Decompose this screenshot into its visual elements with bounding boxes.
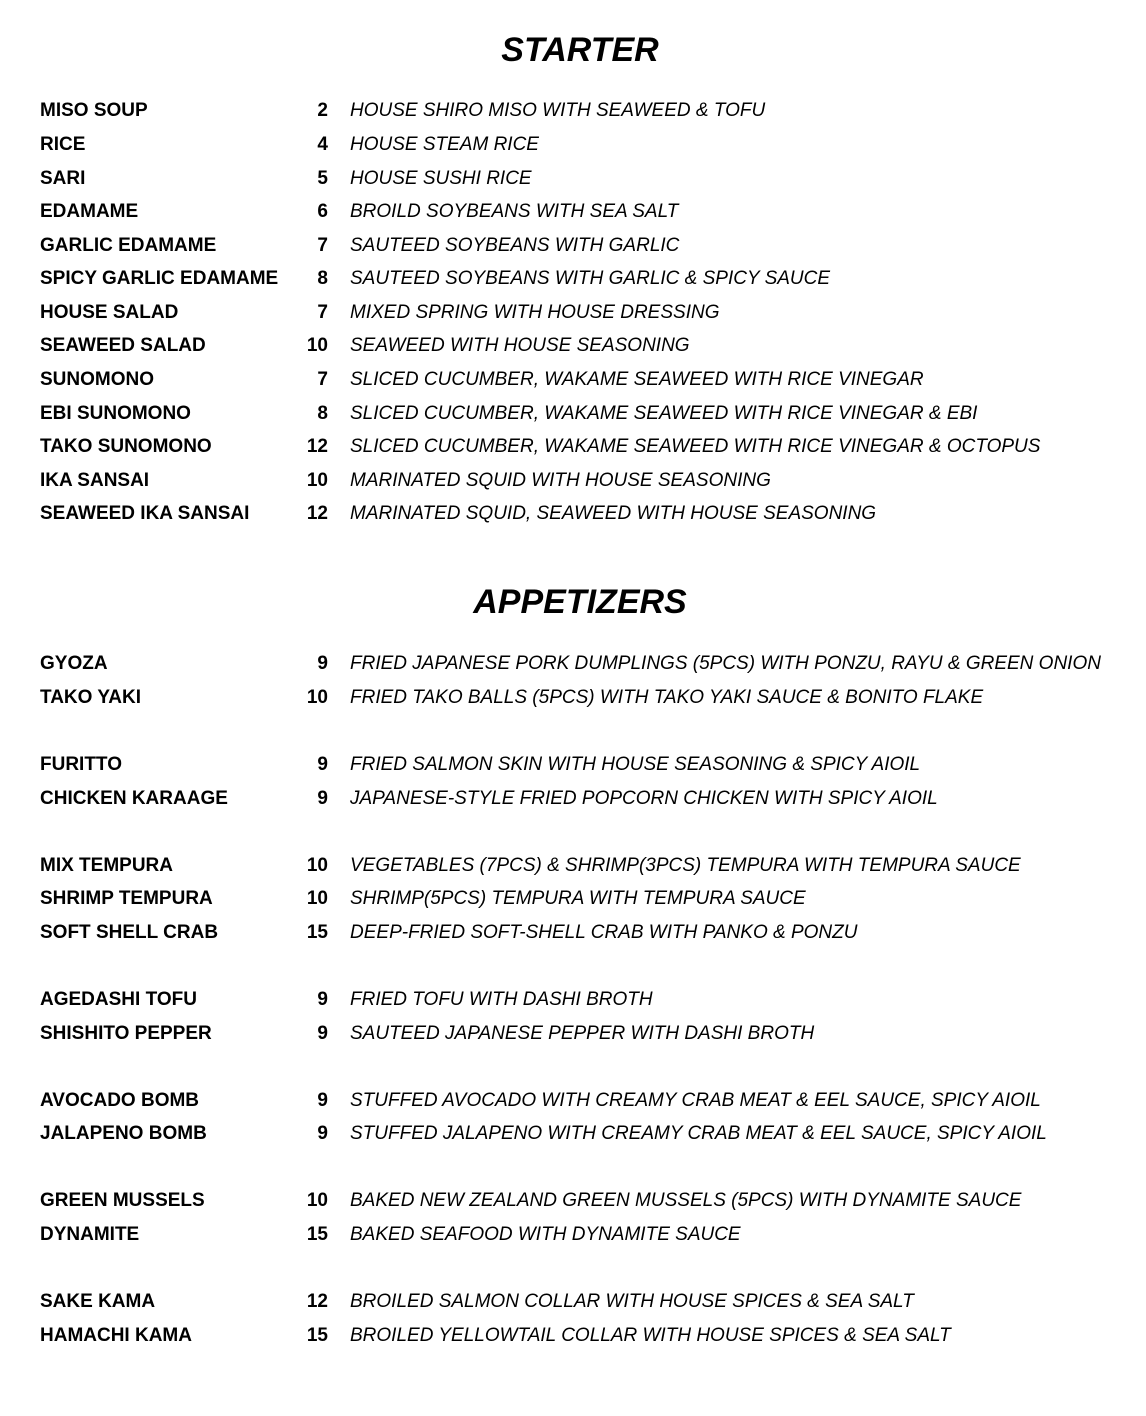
menu-item <box>0 750 1146 780</box>
item-price: 9 <box>317 1123 328 1144</box>
item-name: JALAPENO BOMB <box>40 1123 207 1144</box>
item-price: 7 <box>317 302 328 323</box>
item-name: SPICY GARLIC EDAMAME <box>40 268 279 289</box>
item-price: 15 <box>306 922 328 943</box>
menu-item <box>0 918 1146 948</box>
item-price: 15 <box>306 1224 328 1245</box>
item-price: 9 <box>317 653 328 674</box>
item-price: 10 <box>306 687 328 708</box>
item-description: MARINATED SQUID WITH HOUSE SEASONING <box>350 470 771 491</box>
item-description: STUFFED JALAPENO WITH CREAMY CRAB MEAT & EEL SAUCE, SPICY AIOIL <box>350 1123 1047 1144</box>
item-description: FRIED TOFU WITH DASHI BROTH <box>350 989 653 1010</box>
item-name: HAMACHI KAMA <box>40 1325 192 1346</box>
item-price: 5 <box>317 168 328 189</box>
item-name: HOUSE SALAD <box>40 302 179 323</box>
item-name: SOFT SHELL CRAB <box>40 922 219 943</box>
menu-item <box>0 331 1146 361</box>
menu-item <box>0 649 1146 679</box>
menu-item <box>0 197 1146 227</box>
item-price: 7 <box>317 369 328 390</box>
item-price: 7 <box>317 235 328 256</box>
item-description: BROILED YELLOWTAIL COLLAR WITH HOUSE SPICES & SEA SALT <box>350 1325 951 1346</box>
item-description: FRIED TAKO BALLS (5PCS) WITH TAKO YAKI SAUCE & BONITO FLAKE <box>350 687 984 708</box>
item-name: TAKO YAKI <box>40 687 142 708</box>
menu-item <box>0 130 1146 160</box>
item-price: 9 <box>317 989 328 1010</box>
menu-item <box>0 399 1146 429</box>
item-price: 8 <box>317 268 328 289</box>
item-name: AGEDASHI TOFU <box>40 989 197 1010</box>
item-description: SAUTEED JAPANESE PEPPER WITH DASHI BROTH <box>350 1023 815 1044</box>
item-description: SLICED CUCUMBER, WAKAME SEAWEED WITH RICE VINEGAR & EBI <box>350 403 978 424</box>
item-price: 10 <box>306 888 328 909</box>
item-price: 10 <box>306 855 328 876</box>
menu-item <box>0 1086 1146 1116</box>
menu-item <box>0 1220 1146 1250</box>
item-name: SHISHITO PEPPER <box>40 1023 212 1044</box>
item-description: SAUTEED SOYBEANS WITH GARLIC <box>350 235 680 256</box>
menu-item <box>0 1019 1146 1049</box>
item-price: 12 <box>306 1291 328 1312</box>
item-description: SLICED CUCUMBER, WAKAME SEAWEED WITH RICE VINEGAR & OCTOPUS <box>350 436 1041 457</box>
starter-section-title: STARTER <box>501 31 659 69</box>
menu-item <box>0 683 1146 713</box>
menu-item <box>0 96 1146 126</box>
item-name: SAKE KAMA <box>40 1291 156 1312</box>
menu-item <box>0 1186 1146 1216</box>
item-description: JAPANESE-STYLE FRIED POPCORN CHICKEN WITH SPICY AIOIL <box>350 788 938 809</box>
item-name: GARLIC EDAMAME <box>40 235 217 256</box>
item-price: 10 <box>306 470 328 491</box>
item-name: GYOZA <box>40 653 108 674</box>
item-name: MISO SOUP <box>40 100 148 121</box>
item-name: EBI SUNOMONO <box>40 403 191 424</box>
menu-item <box>0 884 1146 914</box>
item-name: SARI <box>40 168 86 189</box>
item-description: SEAWEED WITH HOUSE SEASONING <box>350 335 690 356</box>
item-description: BAKED NEW ZEALAND GREEN MUSSELS (5PCS) WITH DYNAMITE SAUCE <box>350 1190 1022 1211</box>
item-name: IKA SANSAI <box>40 470 150 491</box>
item-description: DEEP-FRIED SOFT-SHELL CRAB WITH PANKO & PONZU <box>350 922 858 943</box>
item-description: BROILD SOYBEANS WITH SEA SALT <box>350 201 679 222</box>
menu-item <box>0 298 1146 328</box>
item-price: 15 <box>306 1325 328 1346</box>
menu-item <box>0 264 1146 294</box>
item-description: FRIED JAPANESE PORK DUMPLINGS (5PCS) WITH PONZU, RAYU & GREEN ONION <box>350 653 1101 674</box>
item-description: VEGETABLES (7PCS) & SHRIMP(3PCS) TEMPURA WITH TEMPURA SAUCE <box>350 855 1021 876</box>
item-price: 4 <box>317 134 328 155</box>
item-name: TAKO SUNOMONO <box>40 436 212 457</box>
item-name: GREEN MUSSELS <box>40 1190 205 1211</box>
item-price: 12 <box>306 436 328 457</box>
item-description: BROILED SALMON COLLAR WITH HOUSE SPICES & SEA SALT <box>350 1291 914 1312</box>
item-price: 9 <box>317 754 328 775</box>
menu-item <box>0 985 1146 1015</box>
item-name: SEAWEED SALAD <box>40 335 206 356</box>
item-name: CHICKEN KARAAGE <box>40 788 228 809</box>
item-description: HOUSE SHIRO MISO WITH SEAWEED & TOFU <box>350 100 766 121</box>
item-price: 12 <box>306 503 328 524</box>
menu-item <box>0 466 1146 496</box>
menu-item <box>0 365 1146 395</box>
menu-item <box>0 1321 1146 1351</box>
item-description: SLICED CUCUMBER, WAKAME SEAWEED WITH RICE VINEGAR <box>350 369 924 390</box>
item-price: 9 <box>317 788 328 809</box>
menu-item <box>0 1287 1146 1317</box>
item-price: 10 <box>306 1190 328 1211</box>
menu-item <box>0 231 1146 261</box>
menu-item <box>0 432 1146 462</box>
item-name: FURITTO <box>40 754 122 775</box>
item-price: 8 <box>317 403 328 424</box>
appetizers-section-title: APPETIZERS <box>473 583 687 621</box>
item-name: MIX TEMPURA <box>40 855 173 876</box>
item-price: 10 <box>306 335 328 356</box>
item-description: BAKED SEAFOOD WITH DYNAMITE SAUCE <box>350 1224 741 1245</box>
menu-item <box>0 851 1146 881</box>
item-description: MIXED SPRING WITH HOUSE DRESSING <box>350 302 720 323</box>
item-description: HOUSE STEAM RICE <box>350 134 539 155</box>
menu-item <box>0 784 1146 814</box>
item-description: SAUTEED SOYBEANS WITH GARLIC & SPICY SAUCE <box>350 268 831 289</box>
item-description: HOUSE SUSHI RICE <box>350 168 532 189</box>
item-name: DYNAMITE <box>40 1224 140 1245</box>
item-description: SHRIMP(5PCS) TEMPURA WITH TEMPURA SAUCE <box>350 888 806 909</box>
item-description: MARINATED SQUID, SEAWEED WITH HOUSE SEASONING <box>350 503 877 524</box>
item-name: SEAWEED IKA SANSAI <box>40 503 250 524</box>
item-price: 9 <box>317 1090 328 1111</box>
item-name: AVOCADO BOMB <box>40 1090 200 1111</box>
menu-item <box>0 164 1146 194</box>
item-name: EDAMAME <box>40 201 139 222</box>
item-description: FRIED SALMON SKIN WITH HOUSE SEASONING & SPICY AIOIL <box>350 754 921 775</box>
item-description: STUFFED AVOCADO WITH CREAMY CRAB MEAT & EEL SAUCE, SPICY AIOIL <box>350 1090 1041 1111</box>
item-name: SUNOMONO <box>40 369 154 390</box>
menu-item <box>0 1119 1146 1149</box>
item-price: 2 <box>317 100 328 121</box>
item-price: 6 <box>317 201 328 222</box>
item-name: SHRIMP TEMPURA <box>40 888 213 909</box>
item-price: 9 <box>317 1023 328 1044</box>
menu-item <box>0 499 1146 529</box>
item-name: RICE <box>40 134 86 155</box>
